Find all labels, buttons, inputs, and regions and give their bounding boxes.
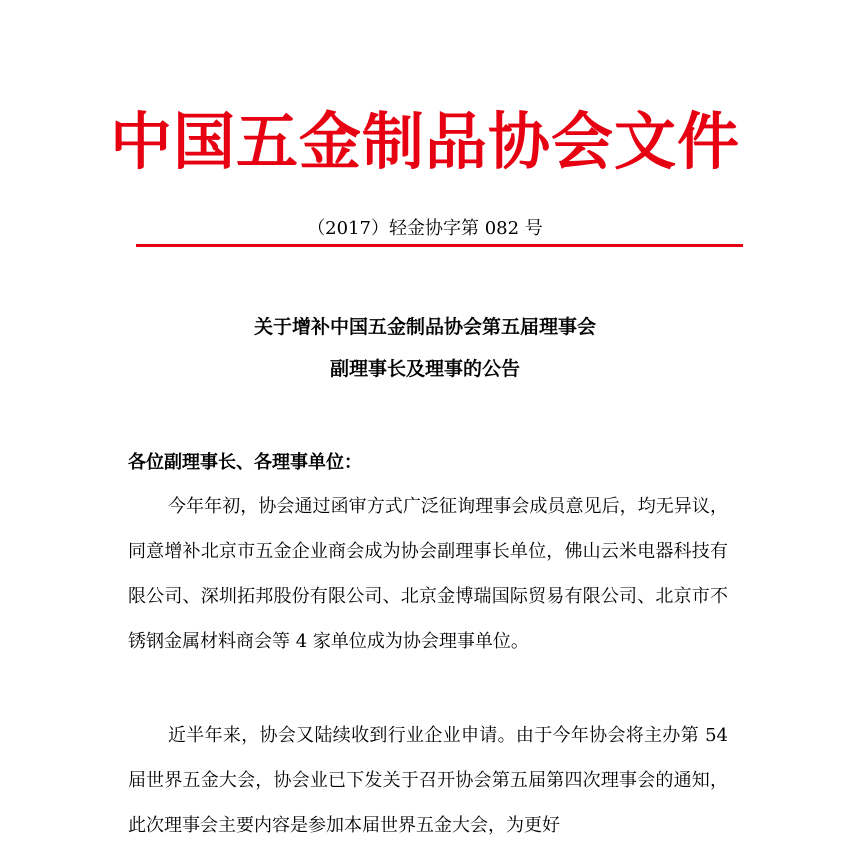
- document-header-title: 中国五金制品协会文件: [109, 105, 740, 178]
- notice-title-line-2: 副理事长及理事的公告: [329, 358, 520, 380]
- notice-title-line-1: 关于增补中国五金制品协会第五届理事会: [253, 316, 596, 338]
- body-paragraph-1: 今年年初，协会通过函审方式广泛征询理事会成员意见后，均无异议，同意增补北京市五金企业商会成为协会副理事长单位，佛山云米电器科技有限公司、深圳拓邦股份有限公司、北京金博瑞国际贸易有限公司、北京市不锈钢金属材料商会等 4 家单位成为协会理事单位。: [128, 496, 728, 652]
- salutation: 各位副理事长、各理事单位：: [128, 452, 362, 473]
- body-paragraph-2: 近半年来，协会又陆续收到行业企业申请。由于今年协会将主办第 54 届世界五金大会，协会业已下发关于召开协会第五届第四次理事会的通知，此次理事会主要内容是参加本届世界五金大会，为更好: [128, 725, 728, 836]
- red-divider-line: [136, 244, 743, 247]
- document-number: （2017）轻金协字第 082 号: [307, 218, 543, 239]
